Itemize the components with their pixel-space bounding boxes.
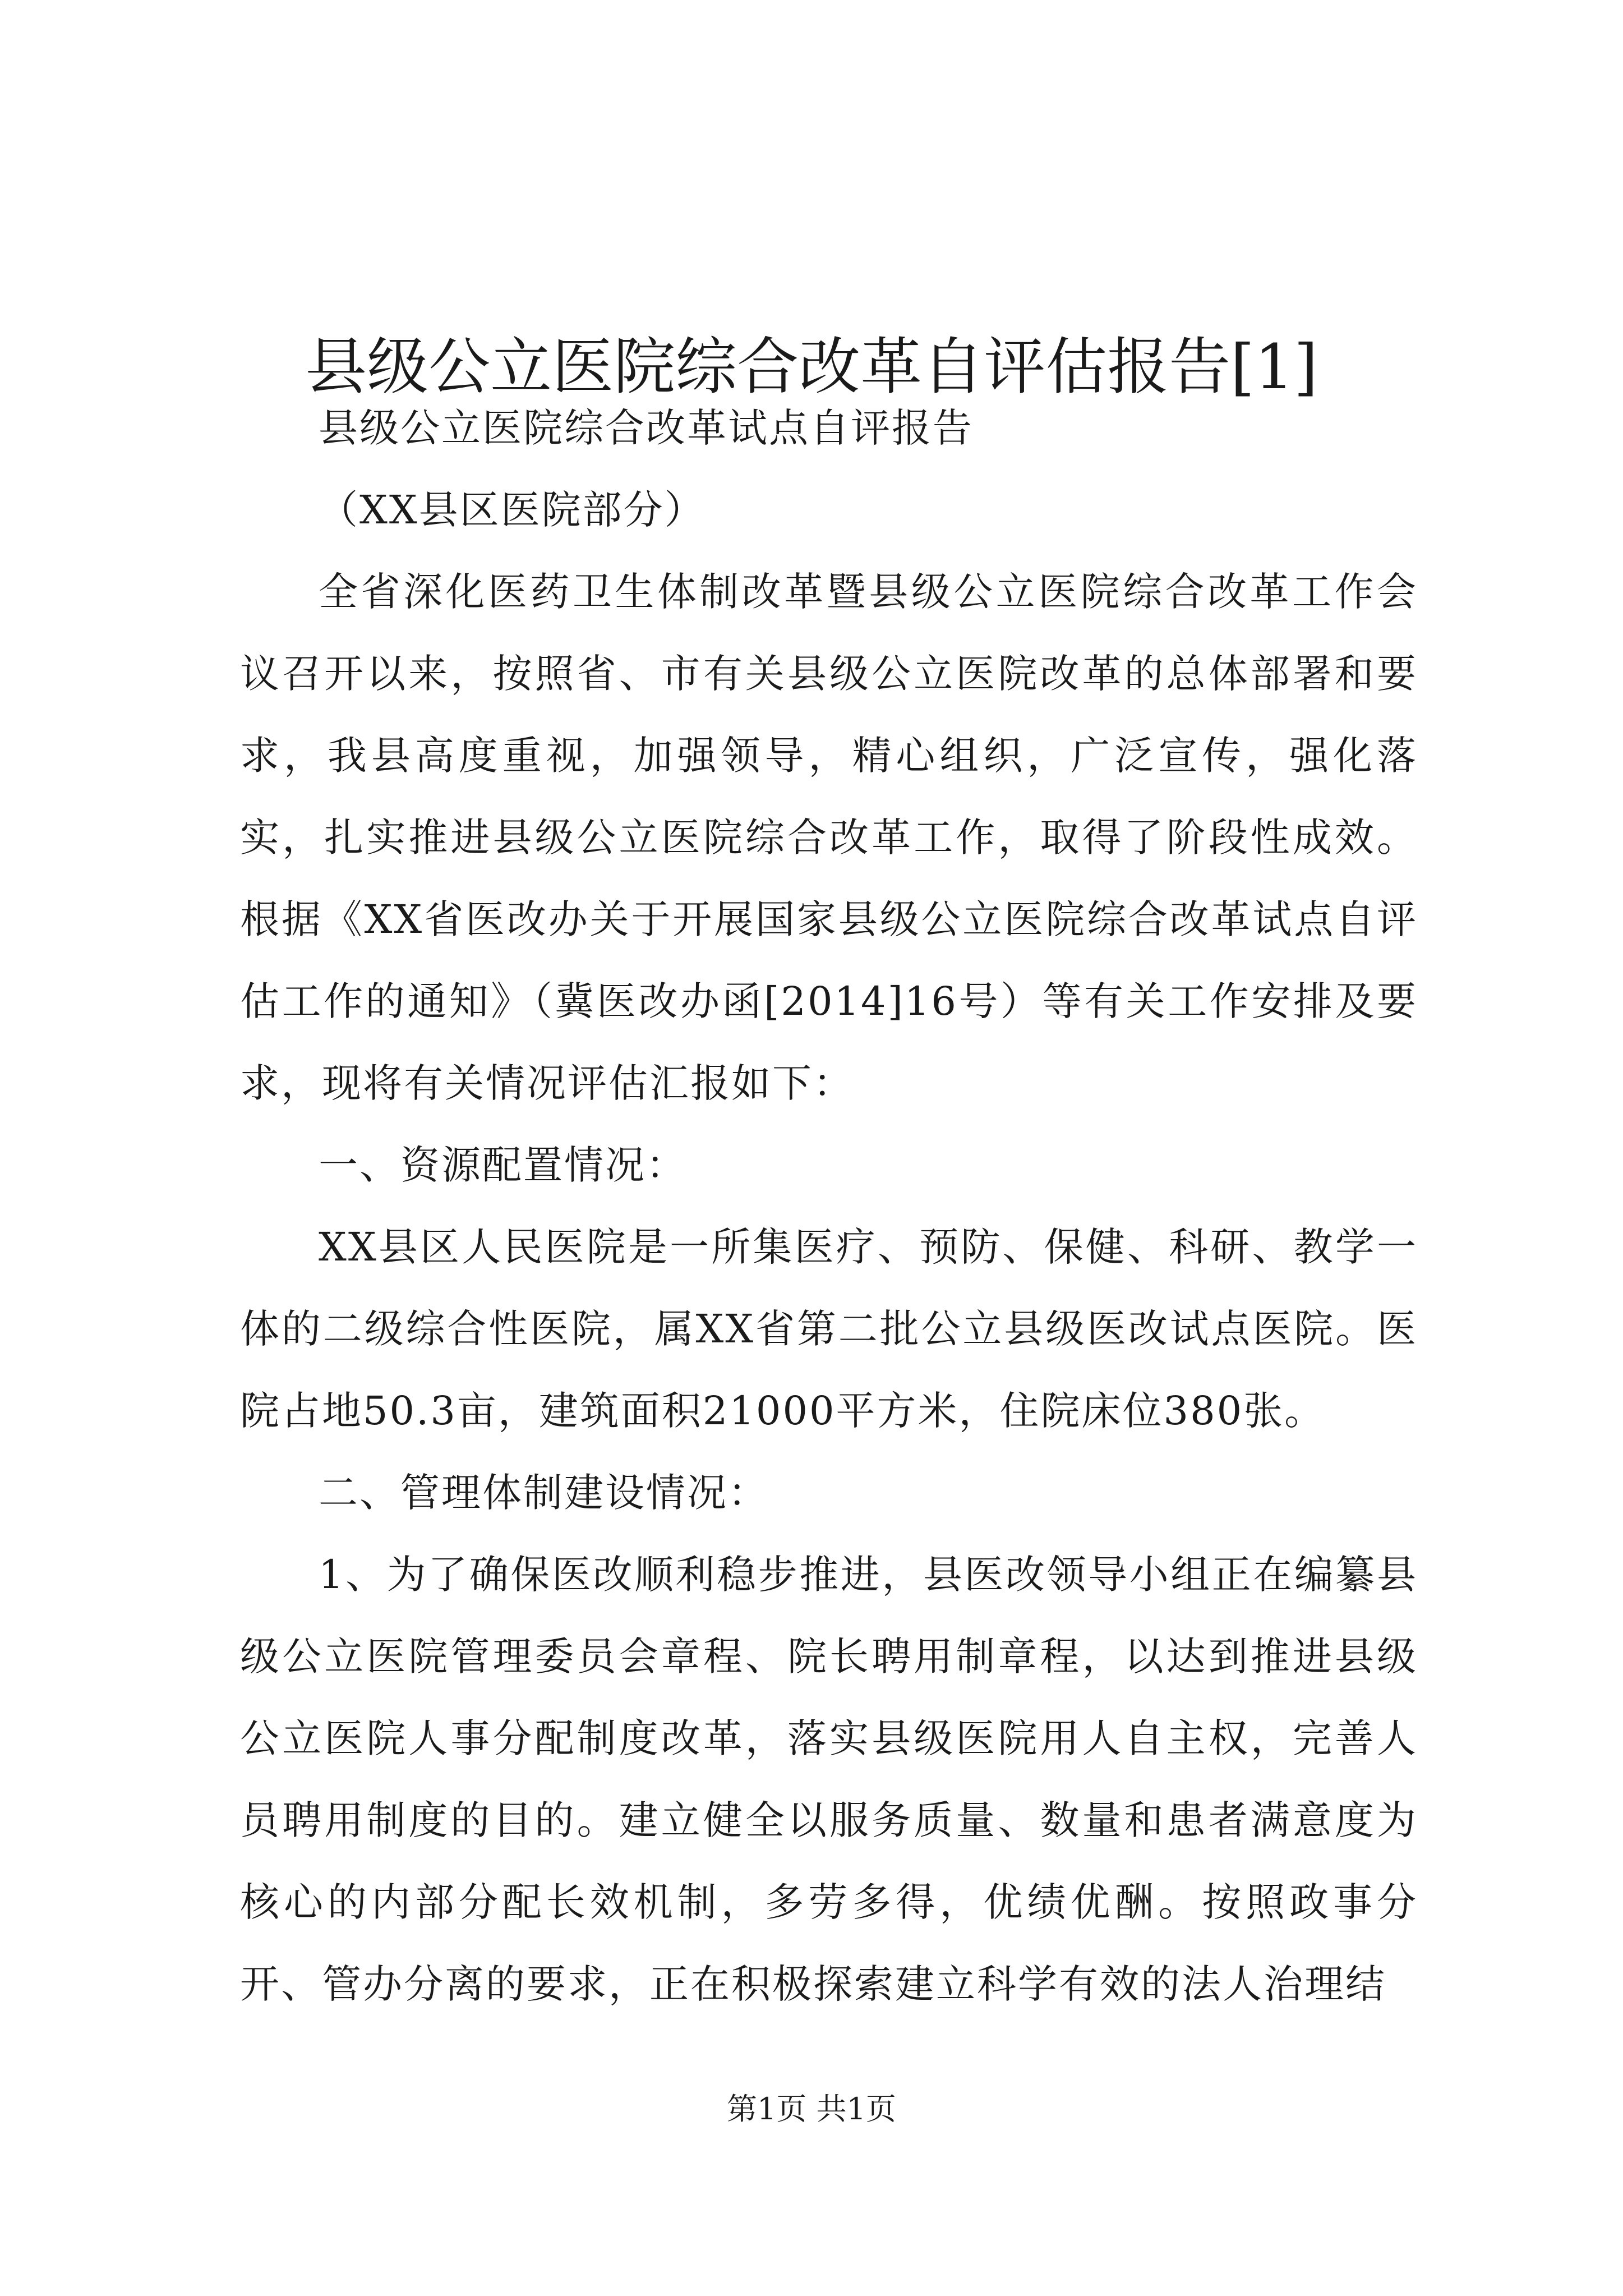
document-title: 县级公立医院综合改革自评估报告[1] (305, 330, 1318, 403)
page-footer: 第1页 共1页 (727, 2091, 896, 2127)
section-heading-2: 二、管理体制建设情况： (319, 1470, 769, 1516)
intro-paragraph: 全省深化医药卫生体制改革暨县级公立医院综合改革工作会议召开以来，按照省、市有关县级公立医院改革的总体部署和要求，我县高度重视，加强领导，精心组织，广泛宣传，强化落实，扎实推进县级公立医院综合改革工作，取得了阶段性成效。根据《XX省医改办关于开展国家县级公立医院综合改革试点自评估工作的通知》（冀医改办函[2014]16号）等有关工作安排及要求，现将有关情况评估汇报如下： (240, 569, 1418, 1106)
section-heading-1: 一、资源配置情况： (319, 1142, 687, 1188)
document-body (240, 387, 1418, 2025)
resource-paragraph: XX县区人民医院是一所集医疗、预防、保健、科研、教学一体的二级综合性医院，属XX省第二批公立县级医改试点医院。医院占地50.3亩，建筑面积21000平方米，住院床位380张。 (240, 1224, 1418, 1434)
management-paragraph: 1、为了确保医改顺利稳步推进，县医改领导小组正在编纂县级公立医院管理委员会章程、院长聘用制章程，以达到推进县级公立医院人事分配制度改革，落实县级医院用人自主权，完善人员聘用制度的目的。建立健全以服务质量、数量和患者满意度为核心的内部分配长效机制，多劳多得，优绩优酬。按照政事分开、管办分离的要求，正在积极探索建立科学有效的法人治理结 (240, 1552, 1418, 2007)
department-paragraph: （XX县区医院部分） (319, 487, 706, 533)
subtitle-paragraph: 县级公立医院综合改革试点自评报告 (319, 405, 974, 451)
